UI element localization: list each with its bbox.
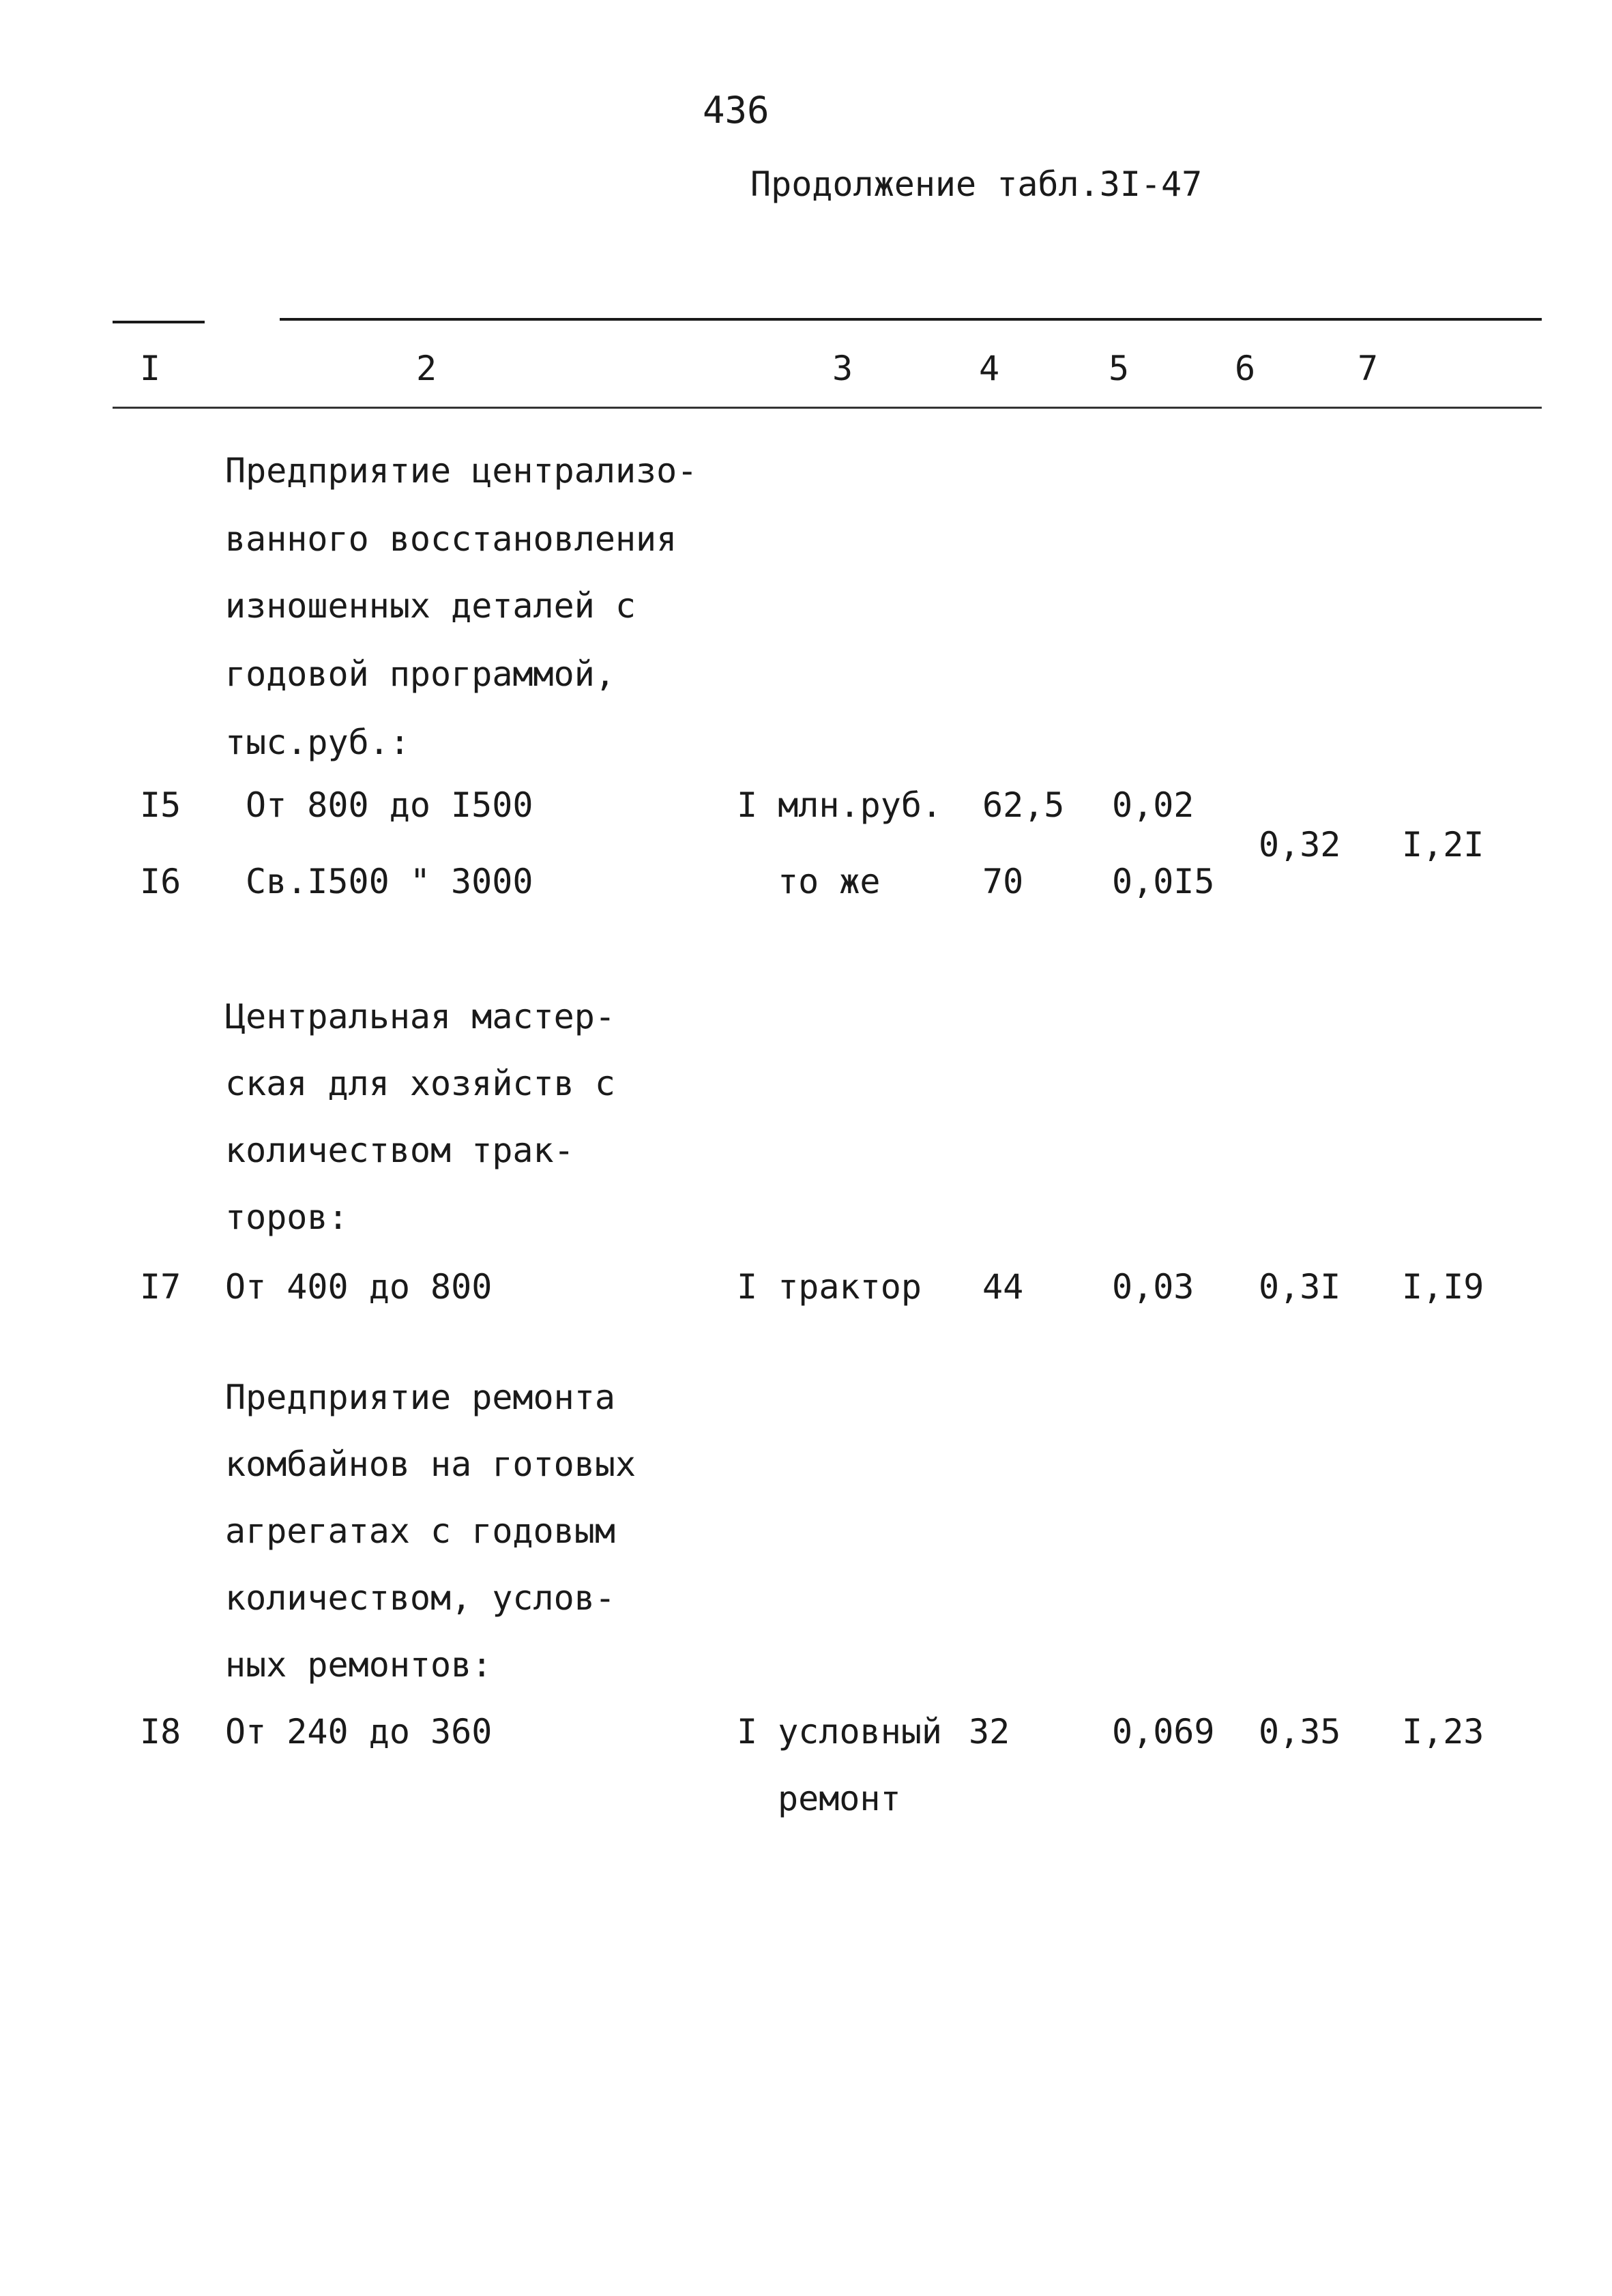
shared-col6-value: 0,32 — [1259, 825, 1341, 864]
row-col5: 0,069 — [1112, 1712, 1215, 1752]
row-col5: 0,02 — [1112, 785, 1195, 825]
group-title-line: количеством, услов- — [225, 1578, 615, 1618]
page-number: 436 — [703, 89, 770, 132]
row-unit: I условный — [737, 1712, 943, 1752]
column-header-7: 7 — [1358, 349, 1379, 388]
group-title-line: Предприятие ремонта — [225, 1378, 615, 1417]
row-name: От 400 до 800 — [225, 1267, 493, 1307]
row-name: Св.I500 " 3000 — [246, 862, 533, 901]
group-title-line: ных ремонтов: — [225, 1645, 493, 1685]
row-col4: 70 — [982, 862, 1024, 901]
group-title-line: количеством трак- — [225, 1131, 574, 1170]
row-col6: 0,3I — [1259, 1267, 1341, 1307]
table-caption: Продолжение табл.3I-47 — [750, 164, 1203, 204]
group-title-line: изношенных деталей с — [225, 586, 636, 626]
group-title-line: Предприятие централизо- — [225, 451, 698, 491]
row-unit-continuation: ремонт — [778, 1779, 901, 1818]
column-header-1: I — [140, 349, 161, 388]
row-number: I5 — [140, 785, 181, 825]
row-col7: I,I9 — [1402, 1267, 1484, 1307]
header-top-rule-left — [113, 321, 205, 323]
row-col5: 0,0I5 — [1112, 862, 1215, 901]
row-unit: I трактор — [737, 1267, 922, 1307]
column-header-6: 6 — [1235, 349, 1256, 388]
row-unit: I млн.руб. — [737, 785, 943, 825]
shared-col7-value: I,2I — [1402, 825, 1484, 864]
group-title-line: Центральная мастер- — [225, 997, 615, 1036]
group-title-line: ская для хозяйств с — [225, 1064, 615, 1103]
row-number: I7 — [140, 1267, 181, 1307]
row-number: I6 — [140, 862, 181, 901]
header-top-rule — [280, 318, 1542, 321]
row-col4: 32 — [969, 1712, 1010, 1752]
column-header-4: 4 — [979, 349, 1000, 388]
header-bottom-rule — [113, 407, 1542, 409]
row-col7: I,23 — [1402, 1712, 1484, 1752]
row-name: От 800 до I500 — [246, 785, 533, 825]
group-title-line: торов: — [225, 1197, 349, 1237]
column-header-2: 2 — [416, 349, 437, 388]
group-title-line: ванного восстановления — [225, 519, 677, 559]
row-col6: 0,35 — [1259, 1712, 1341, 1752]
row-col4: 44 — [982, 1267, 1024, 1307]
group-title-line: тыс.руб.: — [225, 723, 410, 762]
row-number: I8 — [140, 1712, 181, 1752]
row-col4: 62,5 — [982, 785, 1065, 825]
column-header-5: 5 — [1109, 349, 1130, 388]
group-title-line: агрегатах с годовым — [225, 1511, 615, 1551]
group-title-line: годовой программой, — [225, 654, 615, 694]
column-header-3: 3 — [832, 349, 853, 388]
row-unit: то же — [778, 862, 881, 901]
row-name: От 240 до 360 — [225, 1712, 493, 1752]
row-col5: 0,03 — [1112, 1267, 1195, 1307]
group-title-line: комбайнов на готовых — [225, 1444, 636, 1484]
